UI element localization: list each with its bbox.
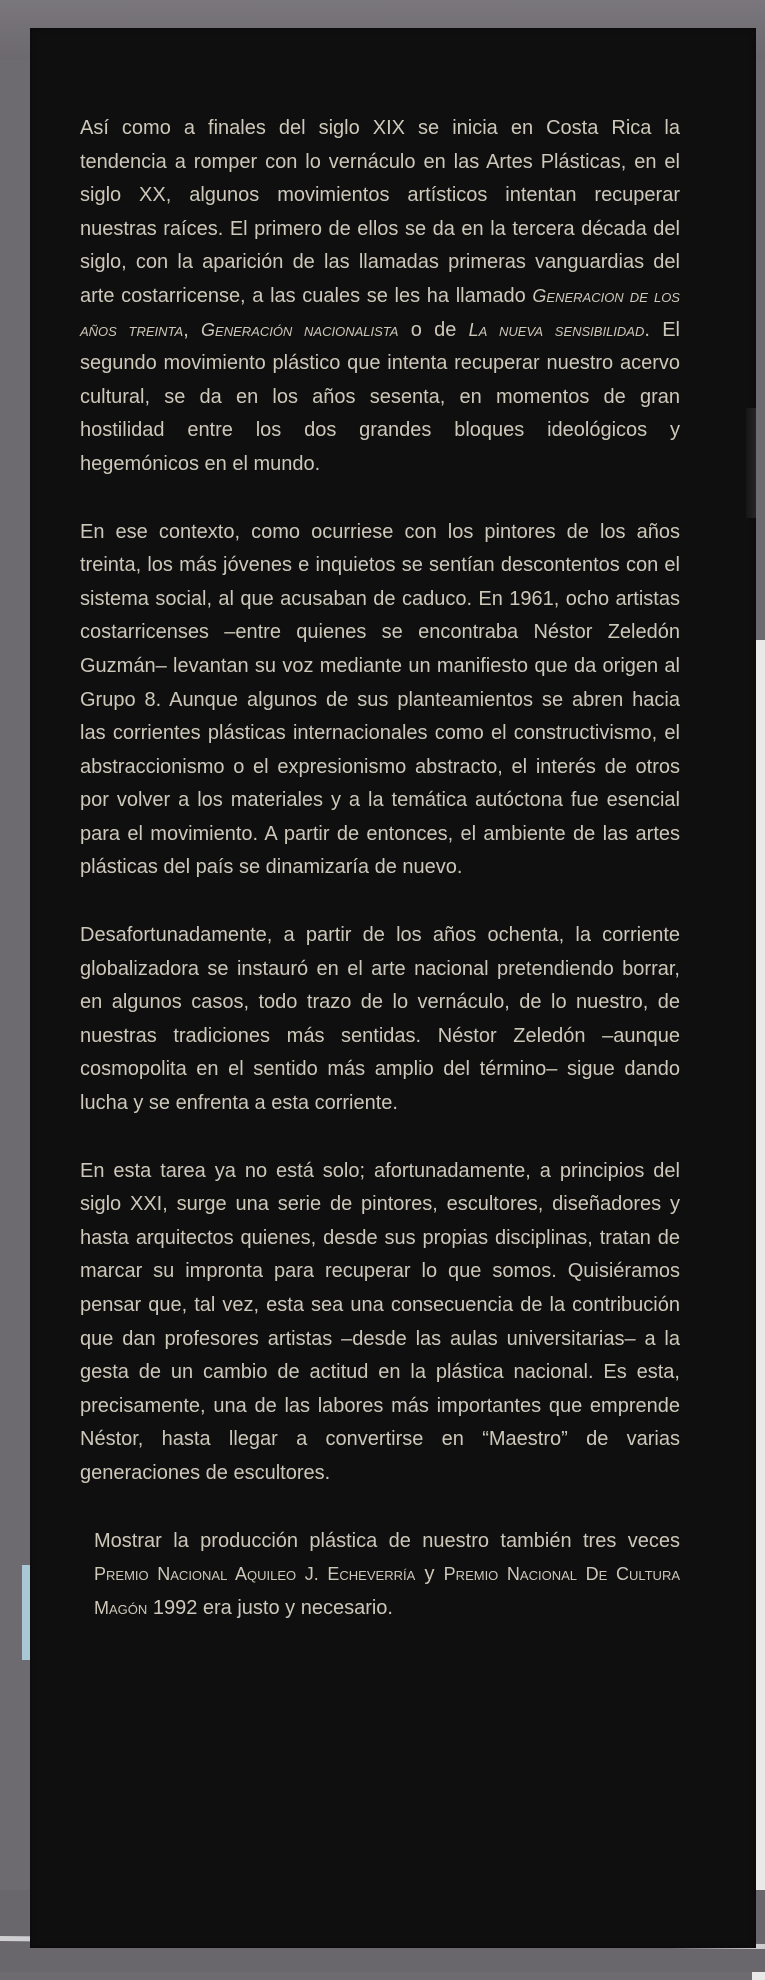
paragraph-1-text-a: Así como a finales del siglo XIX se inicia en Costa Rica la tendencia a romper con lo vernáculo en las Artes Plásticas, en el siglo XX, algunos movimientos artísticos intentan recuperar nuestras raíces. El primero de ellos se da en la tercera década del siglo, con la aparición de las llamadas primeras vanguardias del arte costarricense, a las cuales se les ha llamado bbox=[80, 117, 680, 307]
award-premio-aquileo: Premio Nacional Aquileo J. Echeverría bbox=[94, 1564, 416, 1585]
award-premio-magon: Premio Nacional De Cultura Magón bbox=[94, 1564, 681, 1618]
term-generacion-nacionalista: Generación nacionalista bbox=[201, 319, 399, 340]
paragraph-5 bbox=[94, 1525, 680, 1626]
paragraph-1-text-b: , bbox=[183, 318, 202, 341]
text-column bbox=[80, 112, 680, 1625]
paragraph-5-text-c: 1992 era justo y necesario. bbox=[147, 1596, 393, 1619]
term-generacion-anos-treinta: Generacion de los años treinta bbox=[80, 285, 680, 340]
term-nueva-sensibilidad: La nueva sensibilidad bbox=[468, 319, 645, 340]
paragraph-2: En ese contexto, como ocurriese con los pintores de los años treinta, los más jóvenes e inquietos se sentían descontentos con el sistema social, al que acusaban de caduco. En 1961, ocho artistas costarricenses –entre quienes se encontraba Néstor Zeledón Guzmán– levantan su voz mediante un manifiesto que da origen al Grupo 8. Aunque algunos de sus planteamientos se abren hacia las corrientes plásticas internacionales como el constructivismo, el abstraccionismo o el expresionismo abstracto, el interés de otros por volver a los materiales y a la temática autóctona fue esencial para el movimiento. A partir de entonces, el ambiente de las artes plásticas del país se dinamizaría de nuevo. bbox=[80, 520, 680, 879]
paragraph-1-text-c: o de bbox=[398, 318, 469, 341]
paragraph-1 bbox=[80, 112, 680, 482]
paragraph-1-text-d: . El segundo movimiento plástico que intenta recuperar nuestro acervo cultural, se da en los años sesenta, en momentos de gran hostilidad entre los dos grandes bloques ideológicos y hegemónicos en el mundo. bbox=[80, 318, 680, 475]
paragraph-5-text-b: y bbox=[415, 1563, 444, 1586]
paragraph-4: En esta tarea ya no está solo; afortunadamente, a principios del siglo XXI, surge una serie de pintores, escultores, diseñadores y hasta arquitectos quienes, desde sus propias disciplinas, tratan de marcar su impronta para recuperar lo que somos. Quisiéramos pensar que, tal vez, esta sea una consecuencia de la contribución que dan profesores artistas –desde las aulas universitarias– a la gesta de un cambio de actitud en la plástica nacional. Es esta, precisamente, una de las labores más importantes que emprende Néstor, hasta llegar a convertirse en “Maestro” de varias generaciones de escultores. bbox=[80, 1159, 680, 1484]
paragraph-5-text-a: Mostrar la producción plástica de nuestro también tres veces bbox=[94, 1529, 680, 1552]
paragraph-3: Desafortunadamente, a partir de los años ochenta, la corriente globalizadora se instauró en el arte nacional pretendiendo borrar, en algunos casos, todo trazo de lo vernáculo, de lo nuestro, de nuestras tradiciones más sentidas. Néstor Zeledón –aunque cosmopolita en el sentido más amplio del término– sigue dando lucha y se enfrenta a esta corriente. bbox=[80, 924, 680, 1115]
